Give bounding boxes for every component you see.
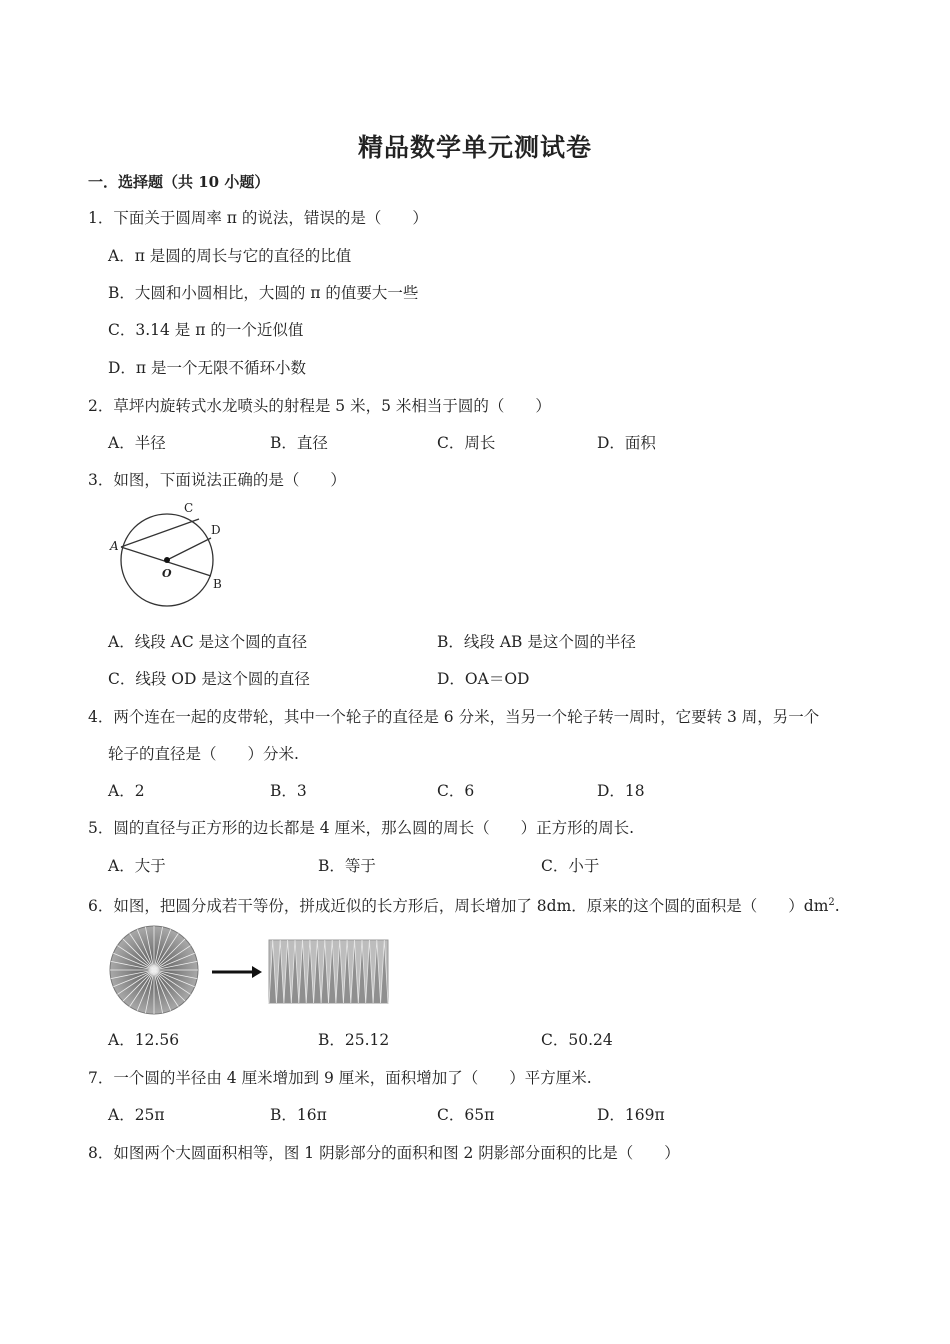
question-7-stem: 7．一个圆的半径由 4 厘米增加到 9 厘米，面积增加了（ ）平方厘米.: [88, 1069, 592, 1087]
question-3-option-b[interactable]: B．线段 AB 是这个圆的半径: [437, 633, 636, 651]
question-6-option-c[interactable]: C．50.24: [541, 1031, 613, 1049]
question-7-option-a[interactable]: A．25π: [108, 1106, 165, 1124]
segment-od: [167, 538, 211, 560]
question-2-option-b[interactable]: B．直径: [270, 434, 328, 452]
question-8-stem: 8．如图两个大圆面积相等，图 1 阴影部分的面积和图 2 阴影部分面积的比是（ ）: [88, 1144, 680, 1162]
question-6-stem-superscript: 2: [828, 897, 835, 908]
question-6-option-b[interactable]: B．25.12: [318, 1031, 390, 1049]
question-6-stem-text: 6．如图，把圆分成若干等份，拼成近似的长方形后，周长增加了 8dm．原来的这个圆的面积是（ ）dm: [88, 897, 829, 916]
question-4-option-a[interactable]: A．2: [108, 782, 145, 800]
question-7-option-d[interactable]: D．169π: [597, 1106, 665, 1124]
question-4-option-b[interactable]: B．3: [270, 782, 307, 800]
question-6-stem: [88, 893, 840, 916]
question-4-stem-line-1: 4．两个连在一起的皮带轮，其中一个轮子的直径是 6 分米，当另一个轮子转一周时，它要转 3 周，另一个: [88, 708, 820, 726]
approx-rectangle: [269, 940, 388, 1003]
question-2-option-d[interactable]: D．面积: [597, 434, 656, 452]
question-3-option-c[interactable]: C．线段 OD 是这个圆的直径: [108, 670, 310, 688]
section-heading: 一．选择题（共 10 小题）: [88, 173, 270, 191]
question-1-option-a[interactable]: A．π 是圆的周长与它的直径的比值: [108, 247, 352, 265]
question-3-stem: 3．如图，下面说法正确的是（ ）: [88, 471, 346, 489]
question-7-option-b[interactable]: B．16π: [270, 1106, 327, 1124]
question-2-option-c[interactable]: C．周长: [437, 434, 496, 452]
question-4-stem-line-2: 轮子的直径是（ ）分米.: [108, 745, 299, 763]
circle-diagram-figure: [108, 500, 228, 615]
question-4-option-d[interactable]: D．18: [597, 782, 645, 800]
label-o: O: [162, 567, 172, 580]
question-7-option-c[interactable]: C．65π: [437, 1106, 495, 1124]
question-1-option-d[interactable]: D．π 是一个无限不循环小数: [108, 359, 307, 377]
label-d: D: [211, 523, 221, 537]
question-4-option-c[interactable]: C．6: [437, 782, 475, 800]
question-5-option-b[interactable]: B．等于: [318, 857, 376, 875]
label-c: C: [184, 501, 194, 515]
question-2-stem: 2．草坪内旋转式水龙喷头的射程是 5 米，5 米相当于圆的（ ）: [88, 397, 551, 415]
label-b: B: [213, 577, 222, 591]
question-6-option-a[interactable]: A．12.56: [108, 1031, 180, 1049]
question-5-option-c[interactable]: C．小于: [541, 857, 600, 875]
arrow-head: [252, 966, 262, 978]
question-1-stem: 1．下面关于圆周率 π 的说法，错误的是（ ）: [88, 209, 428, 227]
question-5-stem: 5．圆的直径与正方形的边长都是 4 厘米，那么圆的周长（ ）正方形的周长.: [88, 819, 635, 837]
chord-ac: [121, 519, 199, 547]
question-3-option-d[interactable]: D．OA＝OD: [437, 670, 530, 688]
question-6-stem-end: .: [834, 897, 840, 916]
question-1-option-b[interactable]: B．大圆和小圆相比，大圆的 π 的值要大一些: [108, 284, 419, 302]
question-2-option-a[interactable]: A．半径: [108, 434, 166, 452]
center-point: [164, 557, 170, 563]
divided-circle: [110, 926, 198, 1014]
label-a: A: [110, 539, 119, 553]
question-5-option-a[interactable]: A．大于: [108, 857, 166, 875]
question-1-option-c[interactable]: C．3.14 是 π 的一个近似值: [108, 321, 304, 339]
circle-to-rectangle-figure: [106, 924, 396, 1016]
page-title: 精品数学单元测试卷: [357, 133, 592, 162]
question-3-option-a[interactable]: A．线段 AC 是这个圆的直径: [108, 633, 308, 651]
